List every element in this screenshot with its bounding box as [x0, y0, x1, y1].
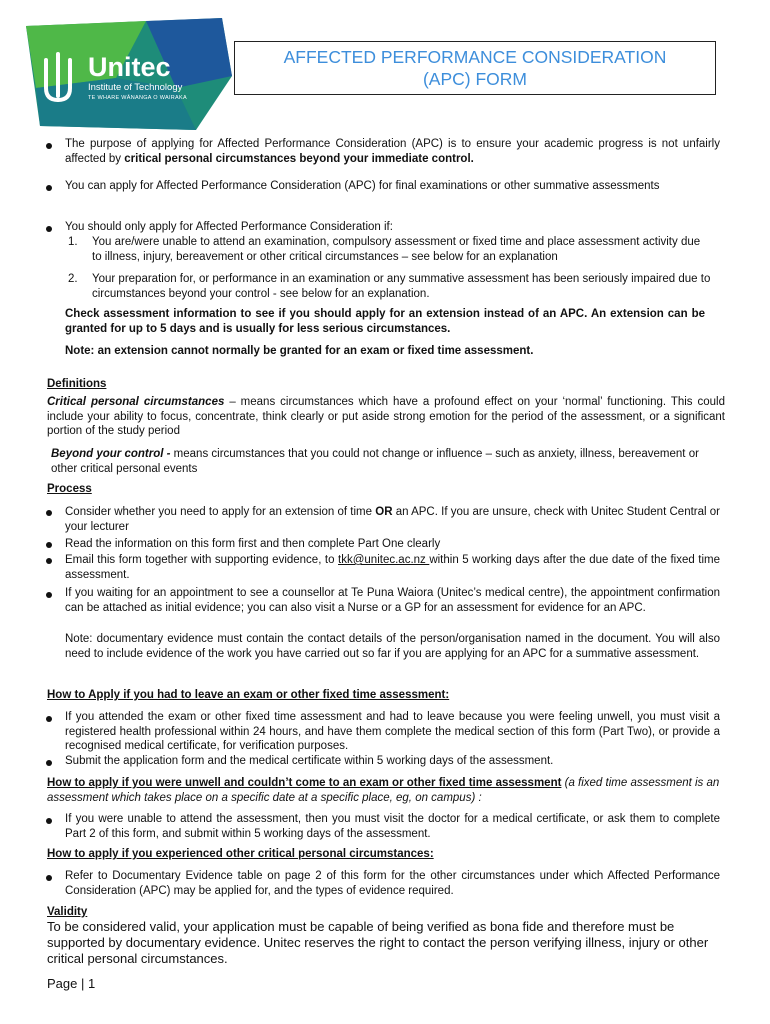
logo-wordmark: Unitec: [88, 52, 171, 82]
process-step-extension: [65, 505, 720, 534]
process-evidence-note: Note: documentary evidence must contain the contact details of the person/organisation named in the document. You will also need to include evidence of the work you have carried out so far if you are applying for an APC for a summative assessment.: [65, 633, 720, 660]
intro-when: You can apply for Affected Performance Consideration (APC) for final examinations or other summative assessments: [65, 180, 660, 192]
process-text: an APC. If you are unsure, check with Unitec Student Central or your lecturer: [65, 506, 720, 533]
bullet-icon: [46, 542, 52, 548]
bullet-icon: [46, 185, 52, 191]
definition-term: Beyond your control -: [51, 448, 171, 460]
validity-text: To be considered valid, your application must be capable of being verified as bona fide and therefore must be supported by documentary evidence. Unitec reserves the right to contact the person verifying illness, injury or other critical personal circumstances.: [47, 919, 709, 966]
page-number: Page | 1: [47, 976, 96, 991]
process-text: Email this form together with supporting evidence, to: [65, 554, 339, 566]
bullet-icon: [46, 716, 52, 722]
extension-exam-note: Note: an extension cannot normally be granted for an exam or fixed time assessment.: [65, 345, 534, 357]
definitions-heading: Definitions: [47, 378, 107, 390]
how-apply-other-step-1: Refer to Documentary Evidence table on page 2 of this form for the other circumstances under which Affected Performance Consideration (APC) may be applied for, and the types of evidence required.: [65, 870, 720, 897]
intro-purpose-text: The purpose of applying for Affected Performance Consideration (APC) is to ensure your academic progress is not unfairly affected by: [65, 138, 720, 165]
intro-purpose-bold: critical personal circumstances beyond your immediate control.: [124, 152, 474, 165]
check-extension-note: Check assessment information to see if you should apply for an extension instead of an APC. An extension can be granted for up to 5 days and is usually for less serious circumstances.: [65, 308, 705, 335]
process-step-counsellor: If you waiting for an appointment to see a counsellor at Te Puna Waiora (Unitec’s medical centre), the appointment confirmation can be attached as initial evidence; you can also visit a Nurse or a GP for an assessment for evidence for an APC.: [65, 587, 720, 614]
validity-heading: Validity: [47, 906, 88, 918]
bullet-icon: [46, 226, 52, 232]
bullet-icon: [46, 875, 52, 881]
form-title: [234, 41, 716, 95]
list-number: 1.: [68, 236, 78, 248]
email-link[interactable]: tkk@unitec.ac.nz: [338, 554, 430, 566]
form-title-line2: (APC) FORM: [422, 69, 528, 89]
how-apply-other-heading: How to apply if you experienced other critical personal circumstances:: [47, 848, 434, 860]
list-number: 2.: [68, 273, 78, 285]
process-step-email: [65, 553, 720, 582]
intro-purpose: [65, 137, 720, 166]
definition-text: means circumstances that you could not change or influence – such as anxiety, illness, bereavement or other critical personal events: [51, 448, 699, 475]
definition-critical: [47, 395, 725, 439]
condition-1: You are/were unable to attend an examination, compulsory assessment or fixed time and place assessment activity due to illness, injury, bereavement or other critical circumstances – see below for an explanation: [92, 236, 701, 263]
unitec-logo: [26, 18, 232, 130]
process-step-read: Read the information on this form first and then complete Part One clearly: [65, 538, 441, 550]
how-apply-unwell-title: How to apply if you were unwell and couldn’t come to an exam or other fixed time assessment: [47, 777, 562, 789]
logo-maori-subtitle: TE WHARE WĀNANGA O WAIRAKA: [88, 95, 187, 101]
process-or: OR: [375, 506, 393, 518]
process-heading: Process: [47, 483, 92, 495]
bullet-icon: [46, 510, 52, 516]
condition-2: Your preparation for, or performance in an examination or any summative assessment has been seriously impaired due to circumstances beyond your control - see below for an explanation.: [92, 273, 711, 300]
process-text: Consider whether you need to apply for an extension of time: [65, 506, 376, 518]
how-apply-leave-step-1: If you attended the exam or other fixed time assessment and had to leave because you were feeling unwell, you must visit a registered health professional within 24 hours, and have them complete the medical section of this form (Part Two), or provide a recognised medical certificate, for verification purposes.: [65, 711, 720, 752]
bullet-icon: [46, 818, 52, 824]
definition-text: – means circumstances which have a profound effect on your ‘normal’ functioning. This could include your ability to focus, concentrate, think clearly or put aside strong emotion for the period of the assessment, or a significant portion of the study period: [47, 396, 725, 437]
process-text: within 5 working days after the due date of the fixed time assessment.: [65, 554, 720, 581]
definition-beyond-control: [51, 447, 711, 476]
form-title-line1: AFFECTED PERFORMANCE CONSIDERATION: [283, 47, 667, 67]
bullet-icon: [46, 143, 52, 149]
logo-subtitle: Institute of Technology: [88, 82, 183, 93]
how-apply-unwell-step-1: If you were unable to attend the assessment, then you must visit the doctor for a medical certificate, or ask them to complete Part 2 of this form, and submit within 5 working days of the assessment.: [65, 813, 720, 840]
how-apply-unwell-note: (a fixed time assessment is an assessment which takes place on a specific date at a specific place, eg, on campus) :: [47, 777, 720, 804]
bullet-icon: [46, 558, 52, 564]
how-apply-unwell-heading: [47, 776, 725, 805]
bullet-icon: [46, 760, 52, 766]
how-apply-leave-step-2: Submit the application form and the medical certificate within 5 working days of the assessment.: [65, 755, 554, 767]
bullet-icon: [46, 592, 52, 598]
definition-term: Critical personal circumstances: [47, 396, 225, 408]
how-apply-leave-heading: How to Apply if you had to leave an exam or other fixed time assessment:: [47, 689, 450, 701]
intro-only-if: You should only apply for Affected Performance Consideration if:: [65, 221, 393, 233]
